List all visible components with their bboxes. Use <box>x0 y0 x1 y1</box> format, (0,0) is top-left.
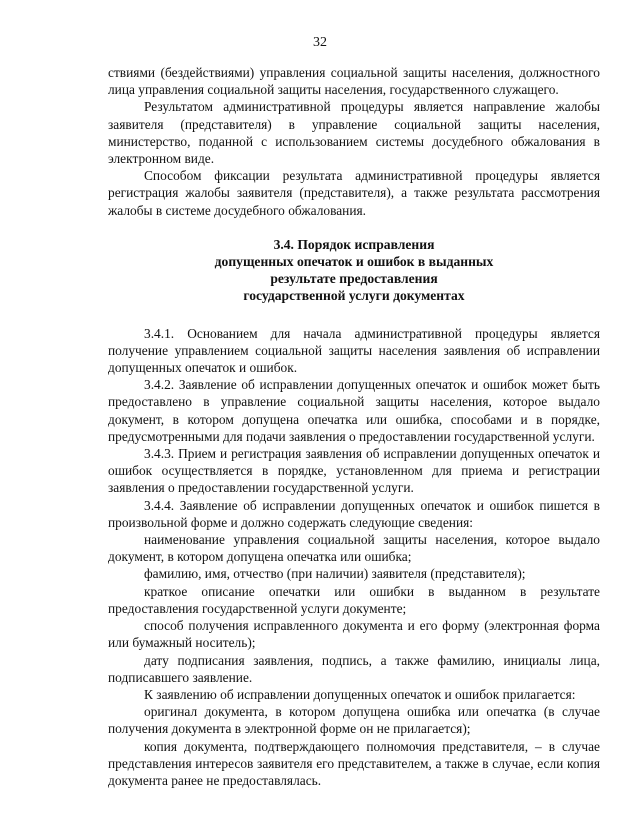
list-item-applicant-name: фамилию, имя, отчество (при наличии) заявителя (представителя); <box>144 566 526 582</box>
document-body <box>108 64 600 789</box>
list-item-delivery-method: способ получения исправленного документа и его форму (электронная форма или бумажный носитель); <box>108 618 600 651</box>
section-heading-line: результате предоставления <box>270 271 438 287</box>
paragraph-3-4-2: 3.4.2. Заявление об исправлении допущенных опечаток и ошибок может быть предоставлено в управление социальной защиты населения, которое выдало документ, в котором допущена опечатка или ошибка, способами и в порядке, предусмотренными для подачи заявления о предоставлении государственной услуги. <box>108 377 600 444</box>
list-item-error-description: краткое описание опечатки или ошибки в выданном в результате предоставления государственной услуги документе; <box>108 583 600 616</box>
paragraph-fixation: Способом фиксации результата административной процедуры является регистрация жалобы заявителя (представителя), а также результата рассмотрения жалобы в системе досудебного обжалования. <box>108 168 600 218</box>
list-item-authority-name: наименование управления социальной защиты населения, которое выдало документ, в котором допущена опечатка или ошибка; <box>108 532 600 565</box>
section-heading-line: допущенных опечаток и ошибок в выданных <box>214 254 494 270</box>
section-heading-line: государственной услуги документах <box>243 288 465 304</box>
paragraph-attachments: К заявлению об исправлении допущенных опечаток и ошибок прилагается: <box>144 686 576 702</box>
paragraph-continuation: ствиями (бездействиями) управления социальной защиты населения, должностного лица управления социальной защиты населения, государственного служащего. <box>108 65 600 98</box>
list-item-representative-copy: копия документа, подтверждающего полномочия представителя, – в случае представления интересов заявителя его представителем, а также в случае, если копия документа ранее не предоставлялась. <box>108 738 600 788</box>
paragraph-3-4-1: 3.4.1. Основанием для начала административной процедуры является получение управлением социальной защиты населения заявления об исправлении допущенных опечаток и ошибок. <box>108 325 600 376</box>
list-item-signature-date: дату подписания заявления, подпись, а также фамилию, инициалы лица, подписавшего заявление. <box>108 652 600 685</box>
paragraph-3-4-4: 3.4.4. Заявление об исправлении допущенных опечаток и ошибок пишется в произвольной форме и должно содержать следующие сведения: <box>108 497 600 530</box>
paragraph-result: Результатом административной процедуры является направление жалобы заявителя (представителя) в управление социальной защиты населения, министерство, поданной с использованием системы досудебного обжалования в электронном виде. <box>108 99 600 167</box>
section-heading <box>108 236 600 305</box>
page-number: 32 <box>313 35 327 50</box>
list-item-original-document: оригинал документа, в котором допущена ошибка или опечатка (в случае получения документа в электронной форме он не прилагается); <box>108 704 600 737</box>
section-heading-line: 3.4. Порядок исправления <box>273 236 435 252</box>
paragraph-3-4-3: 3.4.3. Прием и регистрация заявления об исправлении допущенных опечаток и ошибок осуществляется в порядке, установленном для приема и регистрации заявления о предоставлении государственной услуги. <box>108 446 600 496</box>
